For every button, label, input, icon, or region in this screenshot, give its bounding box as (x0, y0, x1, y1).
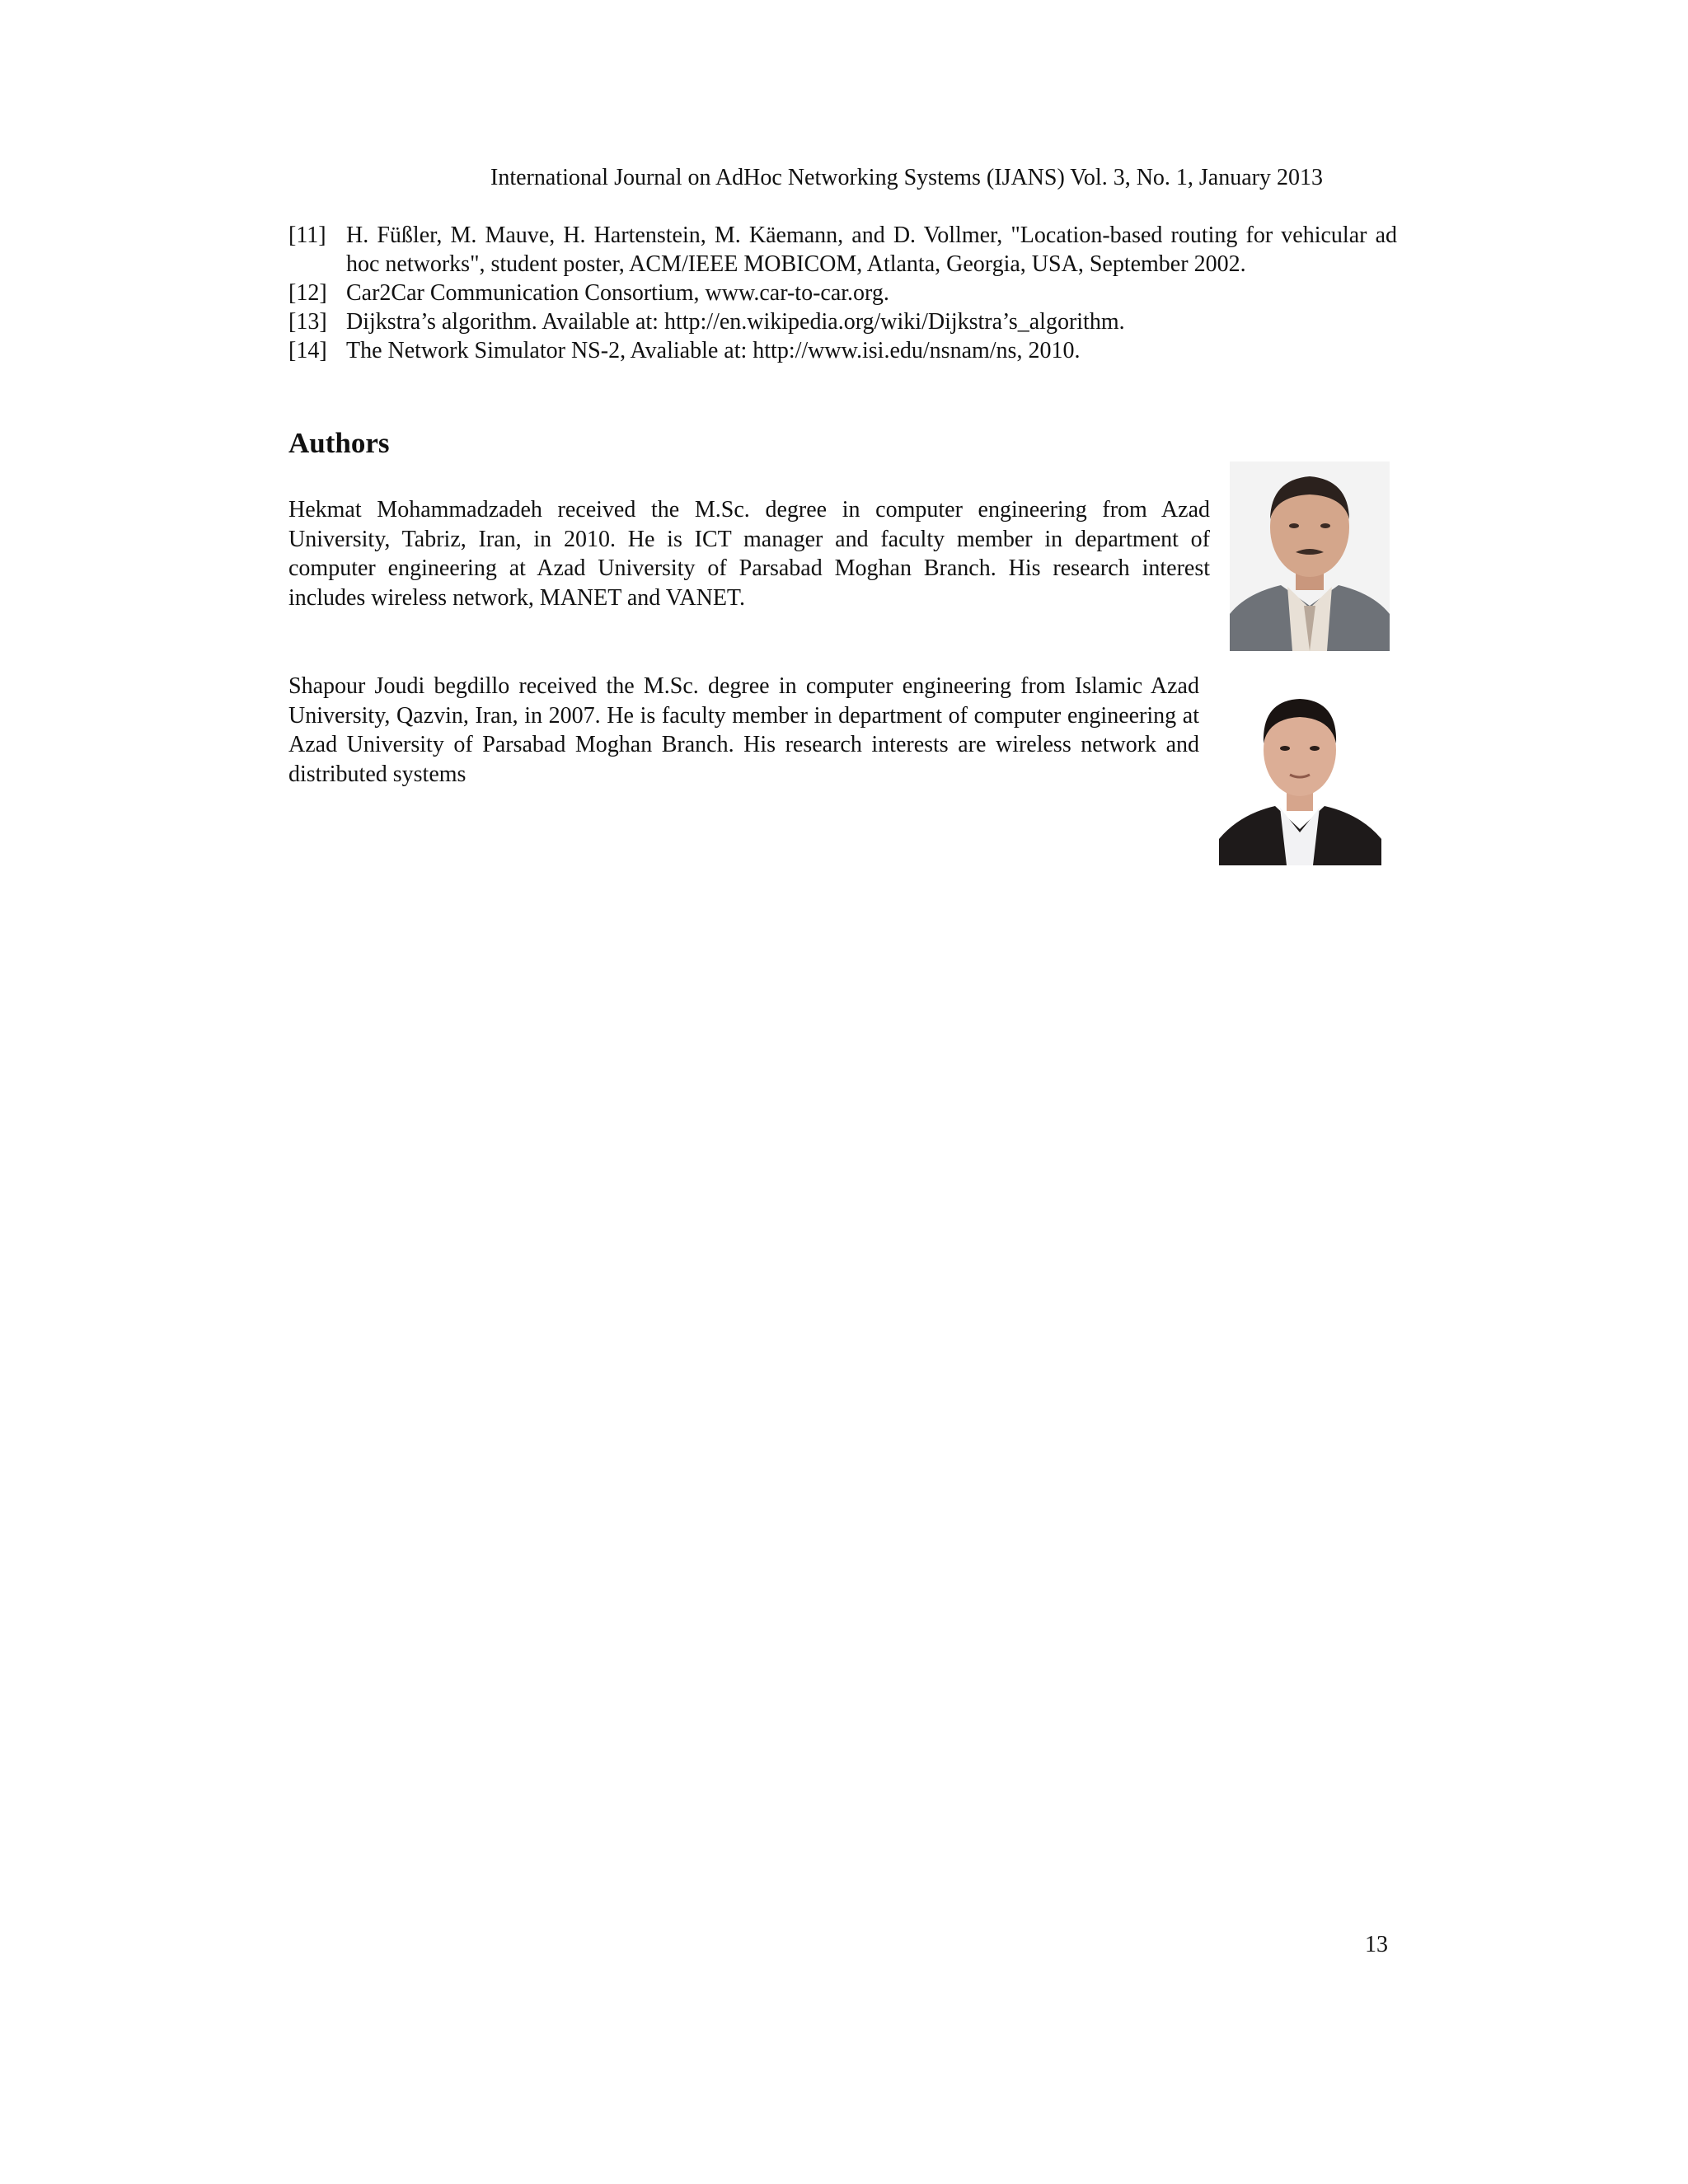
reference-item (288, 221, 1397, 279)
author-portrait-image (1230, 462, 1390, 651)
reference-text: The Network Simulator NS-2, Avaliable at: http://www.isi.edu/nsnam/ns, 2010. (346, 338, 1081, 363)
author-photo-1 (1230, 462, 1390, 651)
reference-text: H. Füßler, M. Mauve, H. Hartenstein, M. Käemann, and D. Vollmer, "Location-based routing for vehicular ad hoc networks", student poster, ACM/IEEE MOBICOM, Atlanta, Georgia, USA, September 2002. (346, 223, 1397, 277)
reference-item (288, 336, 1397, 365)
reference-list (288, 221, 1397, 365)
author-bio-1: Hekmat Mohammadzadeh received the M.Sc. degree in computer engineering from Azad University, Tabriz, Iran, in 2010. He is ICT manager and faculty member in department of computer engineering at Azad University of Parsabad Moghan Branch. His research interest includes wireless network, MANET and VANET. (288, 497, 1210, 611)
page-number: 13 (1365, 1932, 1388, 1957)
reference-item (288, 279, 1397, 307)
author-photo-2 (1219, 682, 1381, 865)
reference-number: [14] (288, 338, 327, 363)
reference-text: Car2Car Communication Consortium, www.car-to-car.org. (346, 280, 889, 306)
reference-item (288, 307, 1397, 336)
author-bio-2: Shapour Joudi begdillo received the M.Sc. degree in computer engineering from Islamic Azad University, Qazvin, Iran, in 2007. He is faculty member in department of computer engineering at Azad University of Parsabad Moghan Branch. His research interests are wireless network and distributed systems (288, 673, 1199, 787)
author-portrait-image (1219, 682, 1381, 865)
running-header: International Journal on AdHoc Networking Systems (IJANS) Vol. 3, No. 1, January 2013 (490, 165, 1323, 190)
reference-text: Dijkstra’s algorithm. Available at: http://en.wikipedia.org/wiki/Dijkstra’s_algorithm. (346, 309, 1125, 335)
reference-number: [11] (288, 223, 326, 248)
authors-heading: Authors (288, 427, 390, 459)
reference-number: [12] (288, 280, 327, 306)
reference-number: [13] (288, 309, 327, 335)
